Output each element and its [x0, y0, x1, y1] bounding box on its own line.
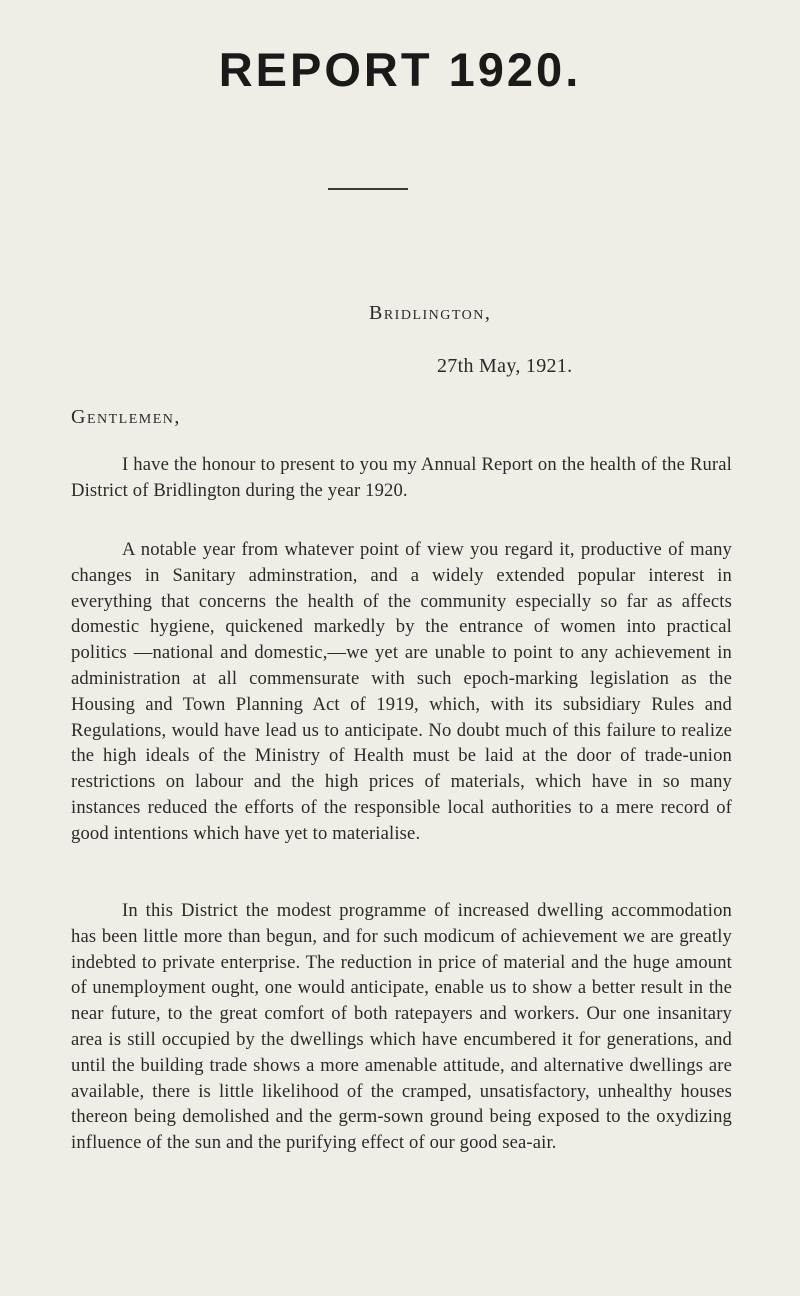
title-divider	[328, 188, 408, 190]
body-paragraph-2: A notable year from whatever point of view you regard it, productive of many changes in Sanitary adminstration, and a widely extended popular interest in everything that concerns the health of the community especially so far as affects domestic hygiene, quickened markedly by the entrance of women into practical politics —national and domestic,—we yet are unable to point to any achievement in administration at all commensurate with such epoch-marking legislation as the Housing and Town Planning Act of 1919, which, with its subsidiary Rules and Regulations, would have lead us to anticipate. No doubt much of this failure to realize the high ideals of the Ministry of Health must be laid at the door of trade-union restrictions on labour and the high prices of materials, which have in so many instances reduced the efforts of the responsible local authorities to a mere record of good intentions which have yet to materialise.	[71, 539, 732, 844]
body-paragraph-1: I have the honour to present to you my Annual Report on the health of the Rural District of Bridlington during the year 1920.	[71, 454, 732, 501]
report-title: REPORT 1920.	[218, 43, 582, 96]
body-paragraph-3: In this District the modest programme of increased dwelling accommodation has been little more than begun, and for such modicum of achievement we are greatly indebted to private enterprise. The reduction in price of material and the huge amount of unemployment ought, one would anticipate, enable us to show a better result in the near future, to the great comfort of both ratepayers and workers. Our one insanitary area is still occupied by the dwellings which have encumbered it for generations, and until the building trade shows a more amenable attitude, and alternative dwellings are available, there is little likelihood of the cramped, unsatisfactory, unhealthy houses thereon being demolished and the germ-sown ground being exposed to the oxydizing influence of the sun and the purifying effect of our good sea-air.	[71, 900, 732, 1154]
letter-place: Bridlington,	[369, 302, 492, 324]
letter-date: 27th May, 1921.	[437, 355, 573, 377]
letter-salutation: Gentlemen,	[71, 406, 181, 428]
